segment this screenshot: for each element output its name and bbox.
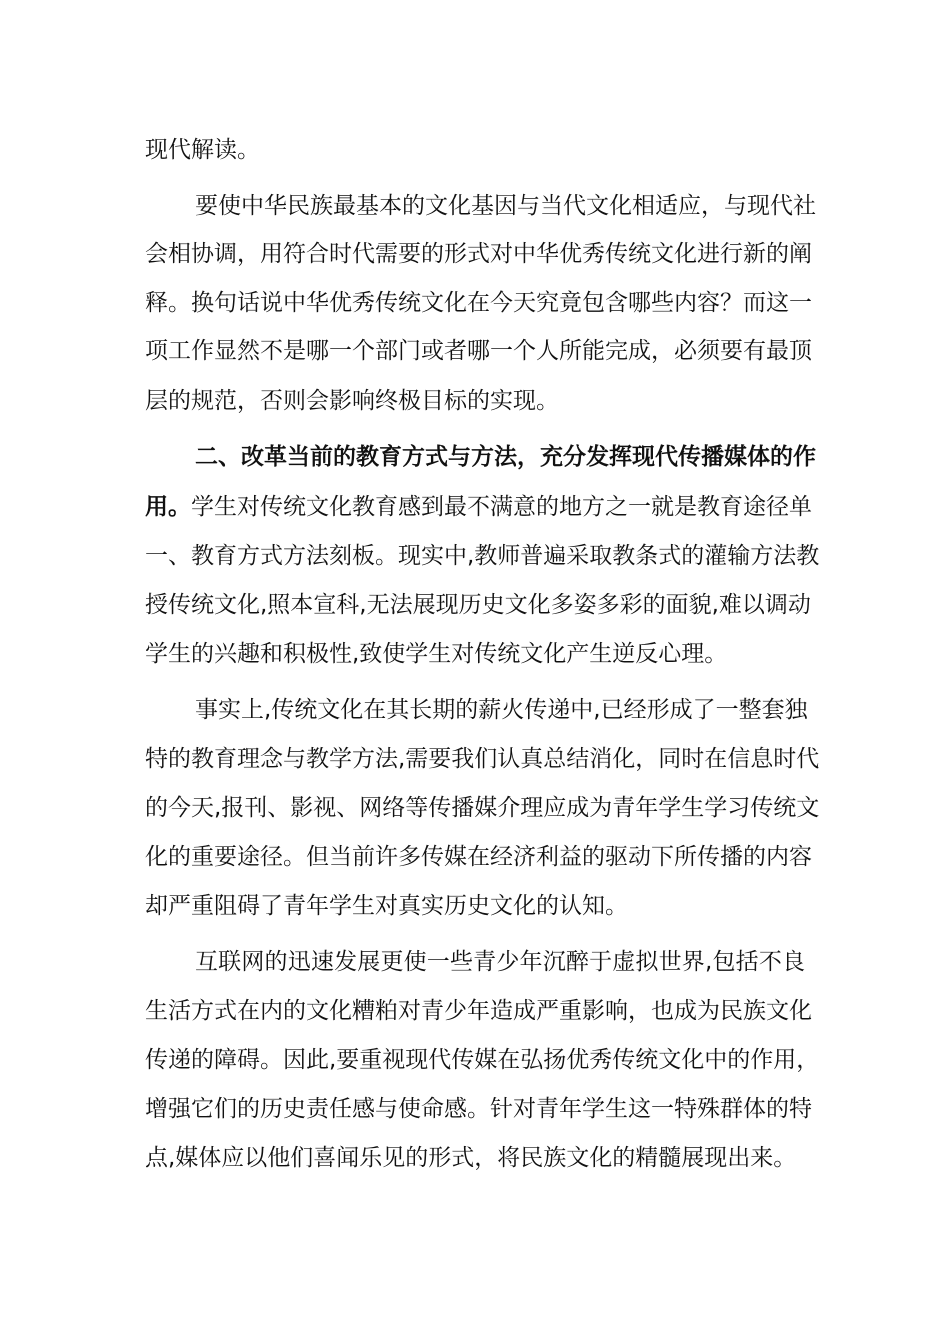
line-text: 释。换句话说中华优秀传统文化在今天究竟包含哪些内容？而这一	[145, 290, 812, 316]
line-text: 层的规范，否则会影响终极目标的实现。	[145, 388, 559, 414]
line-text: 学生对传统文化教育感到最不满意的地方之一就是教育途径单	[191, 494, 812, 520]
paragraph-line	[0, 1040, 950, 1080]
line-text: 增强它们的历史责任感与使命感。针对青年学生这一特殊群体的特	[145, 1096, 812, 1122]
paragraph-line	[0, 283, 950, 323]
paragraph-line	[0, 739, 950, 779]
paragraph-line	[0, 536, 950, 576]
paragraph-line	[0, 942, 950, 982]
paragraph-line	[0, 1089, 950, 1129]
line-text: 传递的障碍。因此,要重视现代传媒在弘扬优秀传统文化中的作用，	[145, 1047, 820, 1073]
paragraph-line	[0, 634, 950, 674]
line-text: 事实上,传统文化在其长期的薪火传递中,已经形成了一整套独	[195, 697, 808, 723]
line-text: 生活方式在内的文化糟粕对青少年造成严重影响，也成为民族文化	[145, 998, 812, 1024]
line-text: 项工作显然不是哪一个部门或者哪一个人所能完成，必须要有最顶	[145, 338, 812, 364]
paragraph-line	[0, 837, 950, 877]
line-text: 特的教育理念与教学方法,需要我们认真总结消化，同时在信息时代	[145, 746, 820, 772]
paragraph-line	[0, 788, 950, 828]
section-heading-text: 用。	[145, 494, 191, 520]
line-text: 却严重阻碍了青年学生对真实历史文化的认知。	[145, 893, 628, 919]
section-heading-text: 二、改革当前的教育方式与方法，充分发挥现代传播媒体的作	[195, 444, 816, 470]
paragraph-line	[0, 186, 950, 226]
paragraph-line	[0, 585, 950, 625]
paragraph-line	[0, 234, 950, 274]
paragraph-line	[0, 130, 950, 170]
paragraph-line	[0, 331, 950, 371]
line-text: 学生的兴趣和积极性,致使学生对传统文化产生逆反心理。	[145, 641, 728, 667]
line-text: 现代解读。	[145, 137, 260, 163]
line-text: 一、教育方式方法刻板。现实中,教师普遍采取教条式的灌输方法教	[145, 543, 820, 569]
paragraph-line	[0, 381, 950, 421]
line-text: 要使中华民族最基本的文化基因与当代文化相适应，与现代社	[195, 193, 816, 219]
paragraph-line	[0, 690, 950, 730]
line-text: 会相协调，用符合时代需要的形式对中华优秀传统文化进行新的阐	[145, 241, 812, 267]
line-text: 点,媒体应以他们喜闻乐见的形式，将民族文化的精髓展现出来。	[145, 1145, 797, 1171]
paragraph-line	[0, 991, 950, 1031]
section-heading-line	[0, 437, 950, 477]
paragraph-line	[0, 487, 950, 527]
line-text: 的今天,报刊、影视、网络等传播媒介理应成为青年学生学习传统文	[145, 795, 820, 821]
line-text: 化的重要途径。但当前许多传媒在经济利益的驱动下所传播的内容	[145, 844, 812, 870]
paragraph-line	[0, 1138, 950, 1178]
line-text: 互联网的迅速发展更使一些青少年沉醉于虚拟世界,包括不良	[195, 949, 805, 975]
line-text: 授传统文化,照本宣科,无法展现历史文化多姿多彩的面貌,难以调动	[145, 592, 811, 618]
paragraph-line	[0, 886, 950, 926]
